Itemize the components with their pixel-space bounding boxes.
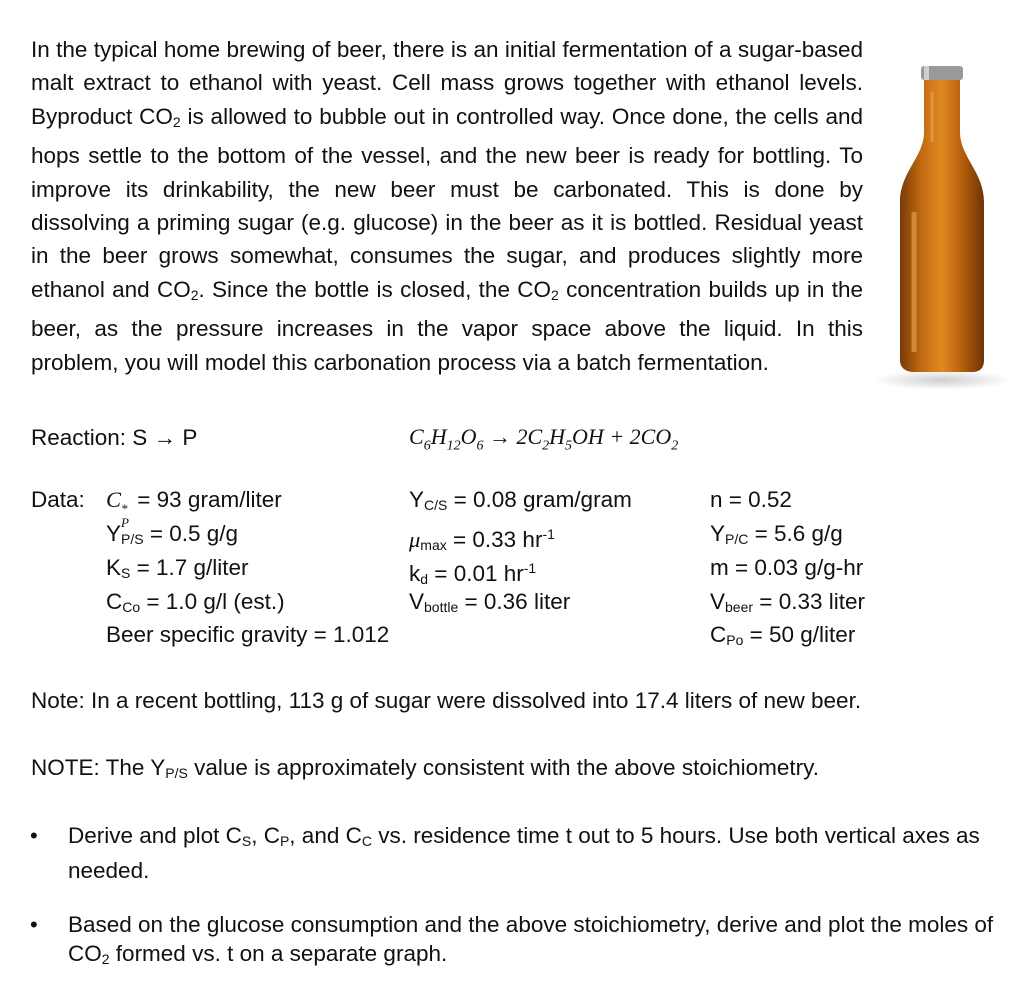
data-ks: $K_S = 1.7$ g/liter [106, 555, 249, 581]
bullet-marker: • [30, 823, 38, 848]
intro-text-1: In the typical home brewing of beer, there is an initial fermentation of a sugar-based malt extract to ethanol with yeast. Cell mass grows together with ethanol levels. Byproduct CO [31, 37, 863, 129]
reaction-label: Reaction: S → P [31, 425, 198, 450]
data-cco: $C_{Co} = 1.0$ g/l (est.) [106, 589, 285, 615]
reaction-equation: $C_6H_{12}O_6 \to 2C_2H_5OH + 2CO_2$ [409, 424, 679, 454]
data-cp-star: C * P = 93 gram/liter [106, 487, 282, 530]
data-n: n = 0.52 [710, 487, 792, 512]
note-yps: NOTE: The $Y_{P/S}$ value is approximately consistent with the above stoichiometry. [31, 755, 819, 781]
data-m: m = 0.03 g/g-hr [710, 555, 864, 580]
data-cpo: $C_{Po} = 50$ g/liter [710, 622, 856, 648]
bullet-marker: • [30, 912, 38, 937]
data-ypc: $Y_{P/C} = 5.6$ g/g [710, 521, 843, 547]
data-specific-gravity: Beer specific gravity = 1.012 [106, 622, 390, 647]
data-mumax: $\mu_{max} = 0.33$ $hr^{-1}$ [409, 526, 555, 553]
intro-paragraph [31, 33, 863, 379]
data-kd: $k_d = 0.01$ $hr^{-1}$ [409, 560, 537, 587]
intro-text-2: is allowed to bubble out in controlled way. Once done, the cells and hops settle to the bottom of the vessel, and the new beer is ready for bottling. To improve its drinkability, the new beer must be carbonated. This is done by dissolving a priming sugar (e.g. glucose) in the beer as it is bottled. Residual yeast in the beer grows somewhat, consumes the sugar, and produces slightly more ethanol and CO [31, 103, 863, 302]
beer-bottle-image [874, 62, 1020, 392]
intro-text-3: . Since the bottle is closed, the CO [198, 276, 551, 302]
bullet-task-2: Based on the glucose consumption and the above stoichiometry, derive and plot the moles of $CO_2$ formed vs. t on a separate graph. [68, 912, 994, 967]
co2-subscript: 2 [190, 286, 199, 303]
data-vbottle: $V_{bottle} = 0.36$ liter [409, 589, 571, 615]
data-yps: $Y_{P/S} = 0.5$ g/g [106, 521, 239, 547]
data-label: Data: [31, 487, 85, 512]
intro-text-4: concentration builds up in the beer, as the pressure increases in the vapor space above the liquid. In this problem, you will model this carbonation process via a batch fermentation. [31, 276, 863, 375]
note-bottling: Note: In a recent bottling, 113 g of sugar were dissolved into 17.4 liters of new beer. [31, 688, 862, 713]
data-ycs: $Y_{C/S} = 0.08$ gram/gram [409, 487, 632, 513]
bullet-task-1: Derive and plot $C_S$, $C_P$, and $C_C$ vs. residence time t out to 5 hours. Use both vertical axes as needed. [68, 823, 980, 883]
data-vbeer: $V_{beer} = 0.33$ liter [710, 589, 865, 615]
co2-subscript: 2 [551, 286, 559, 303]
co2-subscript: 2 [172, 113, 181, 130]
